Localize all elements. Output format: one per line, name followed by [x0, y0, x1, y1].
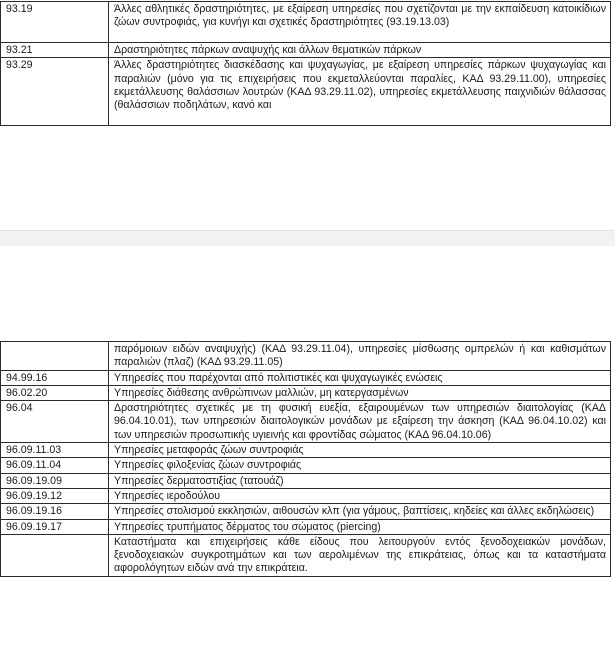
activity-description: Δραστηριότητες σχετικές με τη φυσική ευεξία, εξαιρουμένων των υπηρεσιών διαιτολογίας (ΚΑΔ 96.04.10.01), των υπηρεσιών διαιτολογικών μονάδων με εξαίρεση την άσκηση (ΚΑΔ 96.04.10.02) και των υπηρεσιών προσωπικής υγιεινής και φροντίδας σώματος (ΚΑΔ 96.04.10.06)	[109, 401, 611, 443]
activity-code: 96.09.11.04	[1, 458, 109, 473]
table-row	[1, 370, 611, 385]
table-row	[1, 385, 611, 400]
activity-code	[1, 534, 109, 576]
activity-description: Άλλες αθλητικές δραστηριότητες, με εξαίρεση υπηρεσίες που σχετίζονται με την εκπαίδευση κατοικίδιων ζώων συντροφιάς, για κυνήγι και σχετικές δραστηριότητες (93.19.13.03)	[109, 2, 611, 43]
activity-code: 96.09.19.17	[1, 519, 109, 534]
activity-description: Καταστήματα και επιχειρήσεις κάθε είδους που λειτουργούν εντός ξενοδοχειακών μονάδων, ξενοδοχειακών συγκροτημάτων και των αερολιμένων της επικράτειας, όπως και τα καταστήματα αφορολόγητων ειδών ανά την επικράτεια.	[109, 534, 611, 576]
activity-description: Υπηρεσίες τρυπήματος δέρματος του σώματος (piercing)	[109, 519, 611, 534]
table-row	[1, 534, 611, 576]
table-row	[1, 488, 611, 503]
activity-code: 96.02.20	[1, 385, 109, 400]
activity-description: Υπηρεσίες μεταφοράς ζώων συντροφιάς	[109, 443, 611, 458]
activity-code: 96.04	[1, 401, 109, 443]
activity-codes-table-continued	[0, 341, 611, 577]
activity-description: Άλλες δραστηριότητες διασκέδασης και ψυχαγωγίας, με εξαίρεση υπηρεσίες πάρκων ψυχαγωγίας και παραλιών (μόνο για τις επιχειρήσεις που εκμεταλλεύονται παραλίες, ΚΑΔ 93.29.11.00), υπηρεσίες εκμετάλλευσης θαλάσσιων λουτρών (ΚΑΔ 93.29.11.02), υπηρεσίες εκμετάλλευσης παιχνιδιών θάλασσας (θαλάσσιων ποδηλάτων, κανό και	[109, 58, 611, 126]
activity-description: παρόμοιων ειδών αναψυχής) (ΚΑΔ 93.29.11.04), υπηρεσίες μίσθωσης ομπρελών ή και καθισμάτων παραλιών (πλαζ) (ΚΑΔ 93.29.11.05)	[109, 342, 611, 371]
activity-codes-table	[0, 1, 611, 126]
document-page-top	[0, 0, 615, 230]
activity-code: 96.09.11.03	[1, 443, 109, 458]
activity-code: 96.09.19.16	[1, 504, 109, 519]
table-row	[1, 342, 611, 371]
table-row	[1, 458, 611, 473]
activity-code: 93.29	[1, 58, 109, 126]
activity-code	[1, 342, 109, 371]
activity-description: Υπηρεσίες που παρέχονται από πολιτιστικές και ψυχαγωγικές ενώσεις	[109, 370, 611, 385]
activity-description: Υπηρεσίες ιεροδούλου	[109, 488, 611, 503]
document-page-bottom	[0, 246, 615, 659]
table-row	[1, 58, 611, 126]
table-row	[1, 43, 611, 58]
table-row	[1, 519, 611, 534]
activity-code: 93.21	[1, 43, 109, 58]
activity-code: 93.19	[1, 2, 109, 43]
activity-description: Δραστηριότητες πάρκων αναψυχής και άλλων θεματικών πάρκων	[109, 43, 611, 58]
table-row	[1, 504, 611, 519]
activity-code: 96.09.19.12	[1, 488, 109, 503]
activity-description: Υπηρεσίες διάθεσης ανθρώπινων μαλλιών, μη κατεργασμένων	[109, 385, 611, 400]
activity-description: Υπηρεσίες φιλοξενίας ζώων συντροφιάς	[109, 458, 611, 473]
table-row	[1, 401, 611, 443]
table-row	[1, 2, 611, 43]
activity-description: Υπηρεσίες στολισμού εκκλησιών, αιθουσών κλπ (για γάμους, βαπτίσεις, κηδείες και άλλες εκδηλώσεις)	[109, 504, 611, 519]
activity-code: 94.99.16	[1, 370, 109, 385]
activity-description: Υπηρεσίες δερματοστιξίας (τατουάζ)	[109, 473, 611, 488]
activity-code: 96.09.19.09	[1, 473, 109, 488]
table-row	[1, 443, 611, 458]
table-row	[1, 473, 611, 488]
